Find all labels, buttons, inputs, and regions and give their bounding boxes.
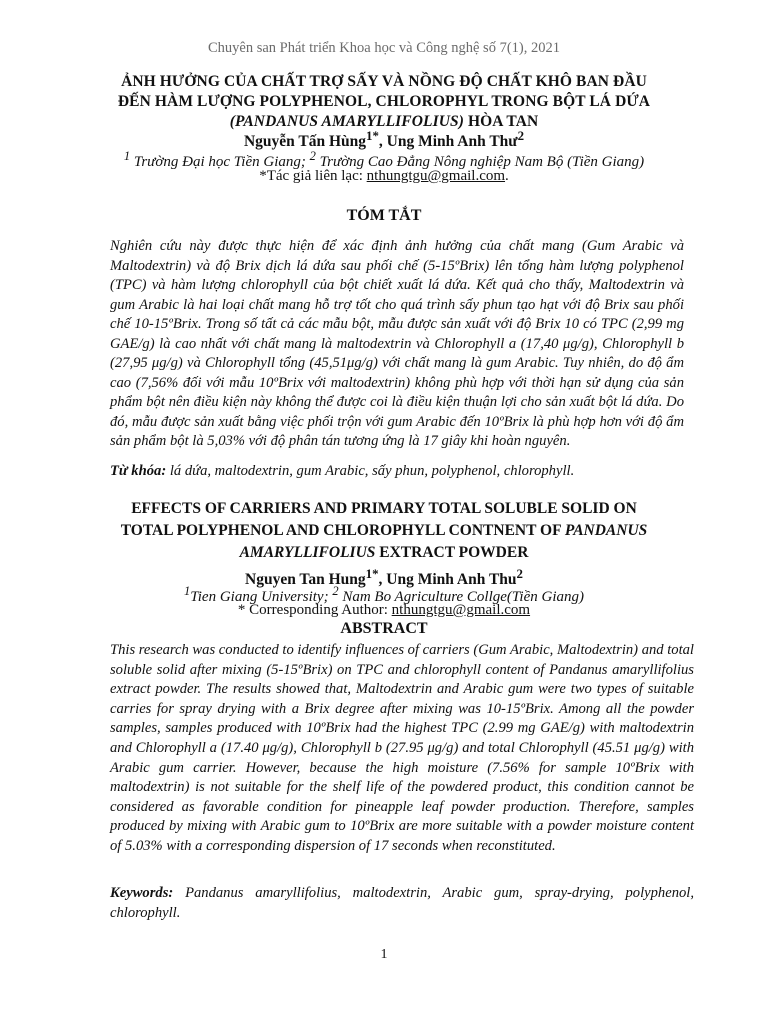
author-2-sup: 2 xyxy=(517,128,525,143)
contact-label: *Tác giả liên lạc: xyxy=(259,168,367,184)
keywords-en xyxy=(110,884,694,923)
title-en-line2-text: TOTAL POLYPHENOL AND CHLOROPHYLL CONTNENT OF xyxy=(120,522,565,539)
title-en-tail: EXTRACT POWDER xyxy=(375,544,529,561)
author-1: Nguyễn Tấn Hùng xyxy=(243,133,366,151)
contact-en-label: * Corresponding Author: xyxy=(237,602,392,618)
abstract-heading-vi: TÓM TẮT xyxy=(346,207,422,224)
author-en-2: , Ung Minh Anh Thu xyxy=(378,571,517,589)
authors-vi xyxy=(0,128,768,151)
title-vi xyxy=(40,72,728,132)
author-en-2-sup: 2 xyxy=(516,566,523,581)
keywords-list-en: Pandanus amaryllifolius, maltodextrin, Arabic gum, spray-drying, polyphenol, chlorophyll. xyxy=(110,885,694,921)
keywords-vi xyxy=(110,462,684,482)
keywords-label-en: Keywords: xyxy=(110,885,174,901)
author-1-sup: 1* xyxy=(366,128,379,143)
keywords-list-vi: lá dứa, maltodextrin, gum Arabic, sấy phun, polyphenol, chlorophyll. xyxy=(166,463,575,479)
affil-2: Trường Cao Đẳng Nông nghiệp Nam Bộ (Tiền Giang) xyxy=(315,154,645,170)
contact-en xyxy=(0,602,768,619)
title-vi-tail: HÒA TAN xyxy=(464,113,539,130)
abstract-vi: Nghiên cứu này được thực hiện để xác định ảnh hưởng của chất mang (Gum Arabic và Maltodextrin) và độ Brix dịch lá dứa sau phối chế (5-15ºBrix) lên tổng hàm lượng polyphenol (TPC) và hàm lượng chlorophyll của bột chiết xuất lá dứa. Kết quả cho thấy, Maltodextrin và gum Arabic là hai loại chất mang hỗ trợ tốt cho quá trình sấy phun tạo hạt với độ Brix sau phối chế 10-15ºBrix. Trong số tất cả các mẫu bột, mẫu được sản xuất với độ Brix 10 có TPC (2,99 mg GAE/g) là cao nhất với chất mang là maltodextrin và Chlorophyll a (17,40 μg/g), Chlorophyll b (27,95 μg/g) và Chlorophyll tổng (45,51μg/g) với chất mang là gum Arabic. Tuy nhiên, do độ ẩm cao (7,56% đối với mẫu 10ºBrix với maltodextrin) không phù hợp với thời hạn sử dụng của sản phẩm bột nên điều kiện này không thể được coi là điều kiện thuận lợi cho sản xuất bột lá dứa. Do đó, mẫu được sản xuất bằng việc phối trộn với gum Arabic đến 10ºBrix là phù hợp hơn với độ ẩm sản phẩm bột là 5,03% với độ phân tán tương ứng là 17 giây khi hoàn nguyên. xyxy=(110,238,684,449)
affil-en-sup-1: 1 xyxy=(184,584,191,598)
title-vi-species: (PANDANUS AMARYLLIFOLIUS) xyxy=(229,113,464,130)
journal-header: Chuyên san Phát triển Khoa học và Công nghệ số 7(1), 2021 xyxy=(208,40,560,56)
title-en-line1: EFFECTS OF CARRIERS AND PRIMARY TOTAL SOLUBLE SOLID ON xyxy=(131,500,637,517)
title-vi-line2: ĐẾN HÀM LƯỢNG POLYPHENOL, CHLOROPHYL TRONG BỘT LÁ DỨA xyxy=(117,93,651,110)
affil-en-2: Nam Bo Agriculture Collge(Tiền Giang) xyxy=(338,589,584,605)
affil-en-sup-2: 2 xyxy=(332,584,339,598)
affil-sup-1: 1 xyxy=(123,149,131,163)
title-en-species: AMARYLLIFOLIUS xyxy=(239,544,376,561)
contact-vi xyxy=(0,168,768,185)
author-2: , Ung Minh Anh Thư xyxy=(378,133,518,151)
title-en-line3 xyxy=(40,542,728,564)
contact-email-link[interactable]: nthungtgu@gmail.com xyxy=(366,168,506,184)
contact-en-email-link[interactable]: nthungtgu@gmail.com xyxy=(391,602,531,618)
title-en-genus: PANDANUS xyxy=(564,522,648,539)
author-en-1-sup: 1* xyxy=(365,566,379,581)
title-en xyxy=(40,498,728,564)
keywords-label-vi: Từ khóa: xyxy=(110,463,167,479)
author-en-1: Nguyen Tan Hung xyxy=(245,571,366,589)
abstract-en: This research was conducted to identify influences of carriers (Gum Arabic, Maltodextrin) and total soluble solid after mixing (5-15ºBrix) on TPC and chlorophyll content of Pandanus amaryllifolius extract powder. The results showed that, Maltodextrin and Arabic gum were two types of suitable carries for spray drying with a Brix degree after mixing was 10-15ºBrix. Among all the powder samples, samples produced with 10ºBrix had the highest TPC (2.99 mg GAE/g) with maltodextrin and Chlorophyll a (17.40 μg/g), Chlorophyll b (27.95 μg/g) and total Chlorophyll (45.51 μg/g) with Arabic gum carrier. However, because the high moisture (7.56% for sample 10ºBrix with maltodextrin) is not suitable for the shelf life of the powdered product, this condition cannot be considered as favorable condition for pineapple leaf powder production. Therefore, samples produced by mixing with Arabic gum to 10ºBrix are more suitable with a powder moisture content of 5.03% with a corresponding dispersion of 17 seconds when reconstituted. xyxy=(110,642,694,854)
affil-en-1: Tien Giang University; xyxy=(190,589,333,605)
affil-sup-2: 2 xyxy=(309,149,316,163)
contact-end: . xyxy=(505,168,509,184)
affil-1: Trường Đại học Tiền Giang; xyxy=(130,154,310,170)
title-vi-line1: ẢNH HƯỞNG CỦA CHẤT TRỢ SẤY VÀ NỒNG ĐỘ CHẤT KHÔ BAN ĐẦU xyxy=(121,73,647,90)
abstract-heading-en: ABSTRACT xyxy=(340,620,428,637)
title-en-line2 xyxy=(40,520,728,542)
page-number: 1 xyxy=(380,947,388,962)
